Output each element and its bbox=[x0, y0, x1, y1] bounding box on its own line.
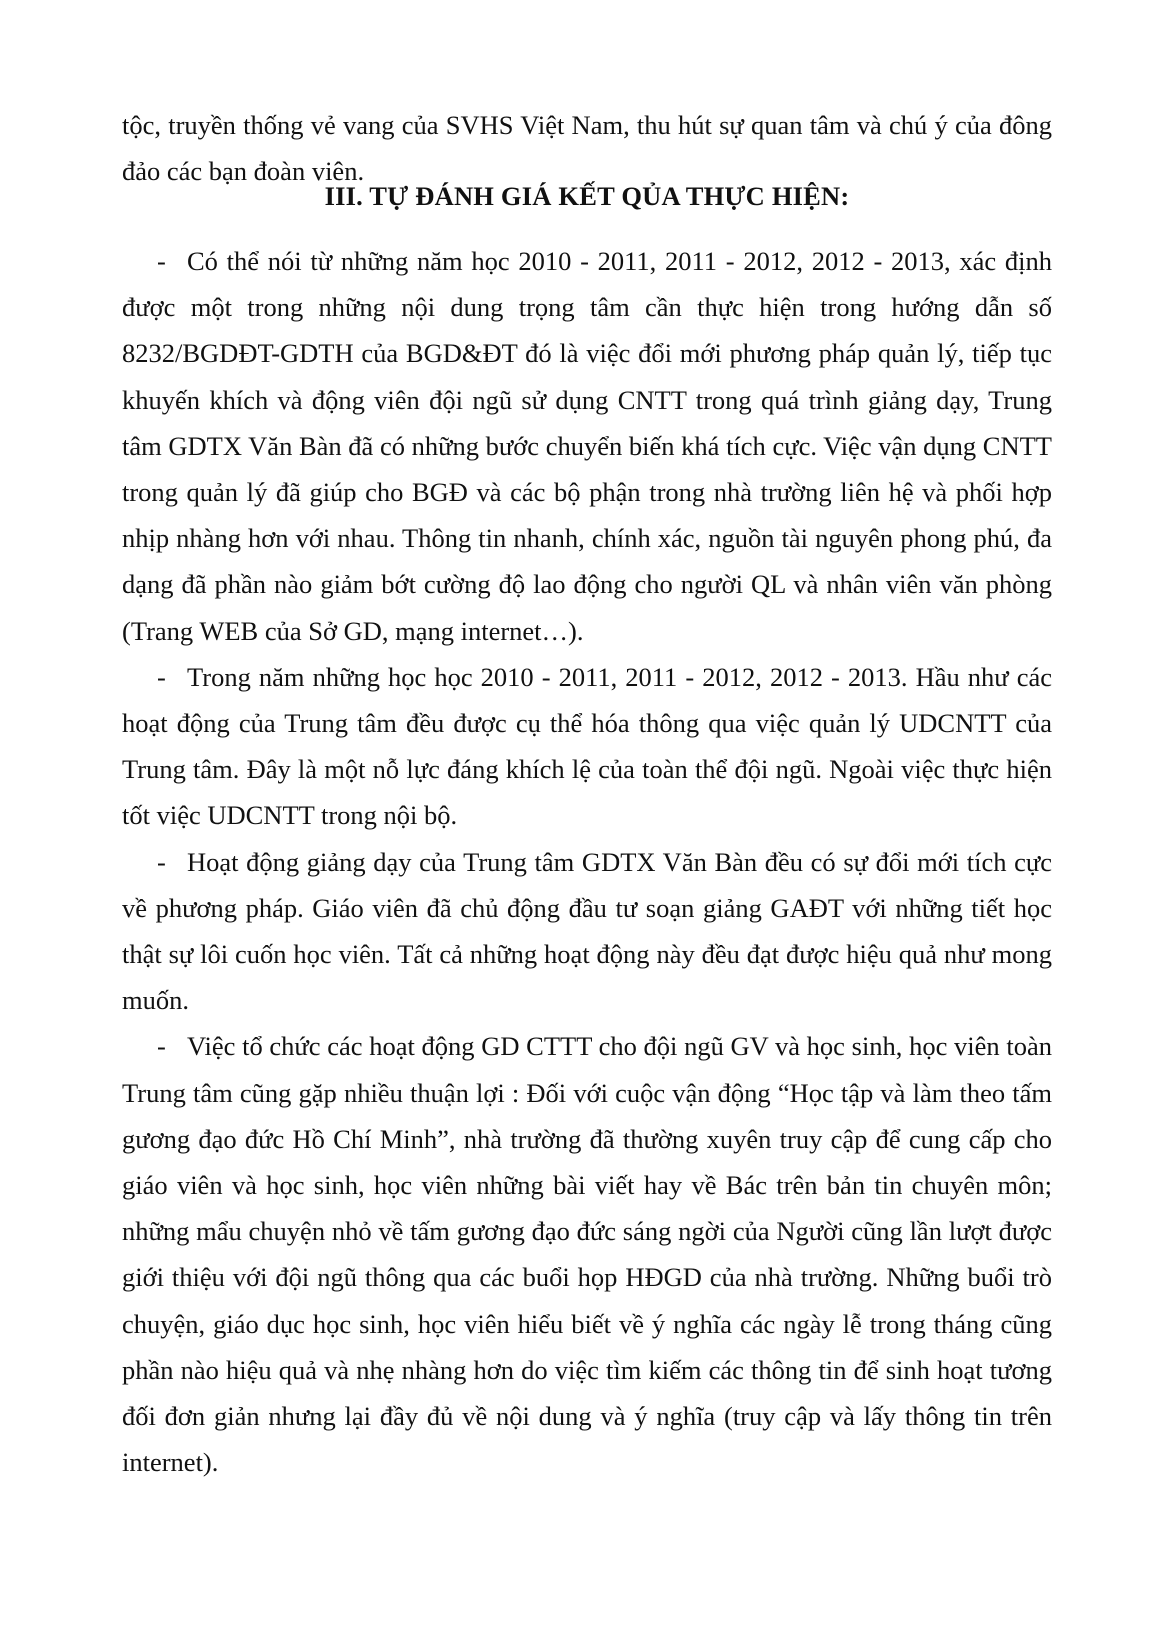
section-heading: III. TỰ ĐÁNH GIÁ KẾT QỦA THỰC HIỆN: bbox=[324, 181, 850, 211]
bullet-text: Việc tổ chức các hoạt động GD CTTT cho đội ngũ GV và học sinh, học viên toàn Trung tâm cũng gặp nhiều thuận lợi : Đối với cuộc vận động “Học tập và làm theo tấm gương đạo đức Hồ Chí Minh”, nhà trường đã thường xuyên truy cập để cung cấp cho giáo viên và học sinh, học viên những bài viết hay về Bác trên bản tin chuyên môn; những mẩu chuyện nhỏ về tấm gương đạo đức sáng ngời của Người cũng lần lượt được giới thiệu với đội ngũ thông qua các buổi họp HĐGD của nhà trường. Những buổi trò chuyện, giáo dục học sinh, học viên hiểu biết về ý nghĩa các ngày lễ trong tháng cũng phần nào hiệu quả và nhẹ nhàng hơn do việc tìm kiếm các thông tin để sinh hoạt tương đối đơn giản nhưng lại đầy đủ về nội dung và ý nghĩa (truy cập và lấy thông tin trên internet). bbox=[122, 1031, 1052, 1478]
list-item bbox=[122, 1023, 1052, 1485]
bullet-list bbox=[122, 238, 1052, 1485]
list-item bbox=[122, 238, 1052, 654]
list-item bbox=[122, 654, 1052, 839]
list-item bbox=[122, 839, 1052, 1024]
bullet-text: Có thể nói từ những năm học 2010 - 2011, 2011 - 2012, 2012 - 2013, xác định được một trong những nội dung trọng tâm cần thực hiện trong hướng dẫn số 8232/BGDĐT-GDTH của BGD&ĐT đó là việc đổi mới phương pháp quản lý, tiếp tục khuyến khích và động viên đội ngũ sử dụng CNTT trong quá trình giảng dạy, Trung tâm GDTX Văn Bàn đã có những bước chuyển biến khá tích cực. Việc vận dụng CNTT trong quản lý đã giúp cho BGĐ và các bộ phận trong nhà trường liên hệ và phối hợp nhịp nhàng hơn với nhau. Thông tin nhanh, chính xác, nguồn tài nguyên phong phú, đa dạng đã phần nào giảm bớt cường độ lao động cho người QL và nhân viên văn phòng (Trang WEB của Sở GD, mạng internet…). bbox=[122, 246, 1052, 646]
bullet-text: Hoạt động giảng dạy của Trung tâm GDTX Văn Bàn đều có sự đổi mới tích cực về phương pháp. Giáo viên đã chủ động đầu tư soạn giảng GAĐT với những tiết học thật sự lôi cuốn học viên. Tất cả những hoạt động này đều đạt được hiệu quả như mong muốn. bbox=[122, 846, 1052, 1016]
bullet-dash: - bbox=[157, 1031, 166, 1062]
bullet-text: Trong năm những học học 2010 - 2011, 2011 - 2012, 2012 - 2013. Hầu như các hoạt động của Trung tâm đều được cụ thể hóa thông qua việc quản lý UDCNTT của Trung tâm. Đây là một nỗ lực đáng khích lệ của toàn thể đội ngũ. Ngoài việc thực hiện tốt việc UDCNTT trong nội bộ. bbox=[122, 661, 1052, 831]
bullet-dash: - bbox=[157, 661, 166, 692]
bullet-dash: - bbox=[157, 846, 166, 877]
bullet-dash: - bbox=[157, 246, 166, 276]
intro-paragraph: tộc, truyền thống vẻ vang của SVHS Việt Nam, thu hút sự quan tâm và chú ý của đông đảo các bạn đoàn viên. bbox=[122, 110, 1052, 187]
